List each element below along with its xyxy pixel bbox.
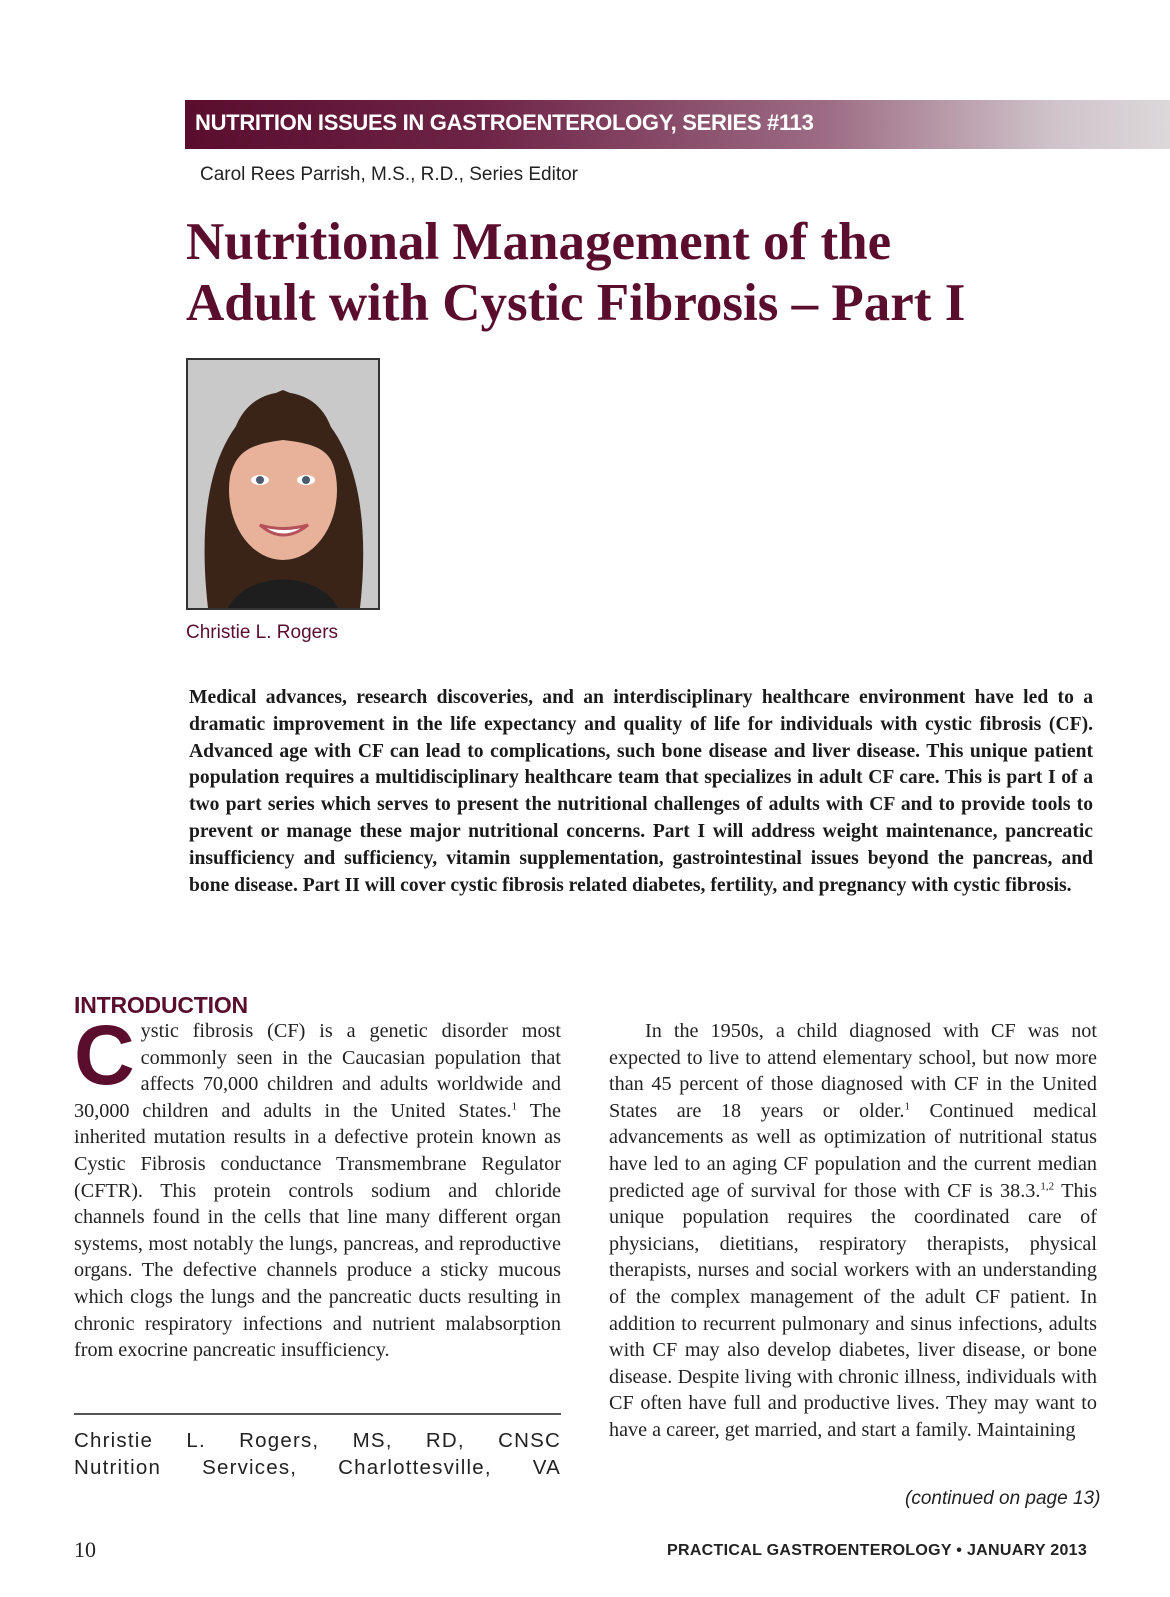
intro-paragraph-2b: Continued medical advancements as well as optimization of nutritional status have led to an aging CF population and the current median predicted age of survival for those with CF is 38.3. [609,1099,1097,1202]
intro-paragraph-2 [609,1018,1097,1444]
journal-footer: PRACTICAL GASTROENTEROLOGY • JANUARY 2013 [667,1542,1088,1559]
affiliation-divider [74,1413,561,1415]
article-title-line1: Nutritional Management of the [186,213,892,271]
series-banner [185,100,1170,149]
body-column-left [74,1008,561,1364]
intro-paragraph-2c: This unique population requires the coordinated care of physicians, dietitians, respiratory therapists, physical therapists, nurses and social workers with an understanding of the complex management of the adult CF patient. In addition to recurrent pulmonary and sinus infections, adults with CF may also develop diabetes, liver disease, or bone disease. Despite living with chronic illness, individuals with CF often have full and productive lives. They may want to have a career, get married, and start a family. Maintaining [609,1179,1097,1441]
series-editor: Carol Rees Parrish, M.S., R.D., Series Editor [200,164,578,185]
continued-note: (continued on page 13) [905,1488,1101,1509]
article-title-line2: Adult with Cystic Fibrosis – Part I [186,274,966,332]
author-portrait-illustration [188,360,378,608]
abstract: Medical advances, research discoveries, and an interdisciplinary healthcare environment have led to a dramatic improvement in the life expectancy and quality of life for individuals with cystic fibrosis (CF). Advanced age with CF can lead to complications, such bone disease and liver disease. This unique patient population requires a multidisciplinary healthcare team that specializes in adult CF care. This is part I of a two part series which serves to present the nutritional challenges of adults with CF and to provide tools to prevent or manage these major nutritional concerns. Part I will address weight maintenance, pancreatic insufficiency and sufficiency, vitamin supplementation, gastrointestinal issues beyond the pancreas, and bone disease. Part II will cover cystic fibrosis related diabetes, fertility, and pregnancy with cystic fibrosis. [189,687,1093,896]
citation-ref: 1,2 [1040,1179,1055,1192]
series-banner-text: NUTRITION ISSUES IN GASTROENTEROLOGY, SERIES #113 [195,110,814,135]
affiliation-line1: Christie L. Rogers, MS, RD, CNSC [74,1429,561,1452]
affiliation-line2: Nutrition Services, Charlottesville, VA [74,1456,561,1479]
intro-paragraph-1b: The inherited mutation results in a defective protein known as Cystic Fibrosis conductance Transmembrane Regulator (CFTR). This protein controls sodium and chloride channels found in the cells that line many different organ systems, most notably the lungs, pancreas, and reproductive organs. The defective channels produce a sticky mucous which clogs the lungs and the pancreatic ducts resulting in chronic respiratory infections and nutrient malabsorption from exocrine pancreatic insufficiency. [74,1099,561,1362]
author-photo-caption: Christie L. Rogers [186,622,339,643]
article-title [186,212,1126,334]
citation-ref: 1 [904,1100,910,1113]
author-affiliation [74,1427,561,1481]
citation-ref: 1 [511,1100,518,1113]
section-heading-introduction: INTRODUCTION [74,992,248,1018]
author-photo [186,358,380,610]
page-number: 10 [74,1537,96,1562]
intro-paragraph-2a: In the 1950s, a child diagnosed with CF was not expected to live to attend elementary school, but now more than 45 percent of those diagnosed with CF in the United States are 18 years or older. [609,1020,1097,1122]
body-column-right [609,1018,1097,1444]
intro-paragraph-1a: ystic fibrosis (CF) is a genetic disorder most commonly seen in the Caucasian population that affects 70,000 children and adults worldwide and 30,000 children and adults in the United States. [74,1020,561,1122]
drop-cap: C [74,1008,135,1102]
